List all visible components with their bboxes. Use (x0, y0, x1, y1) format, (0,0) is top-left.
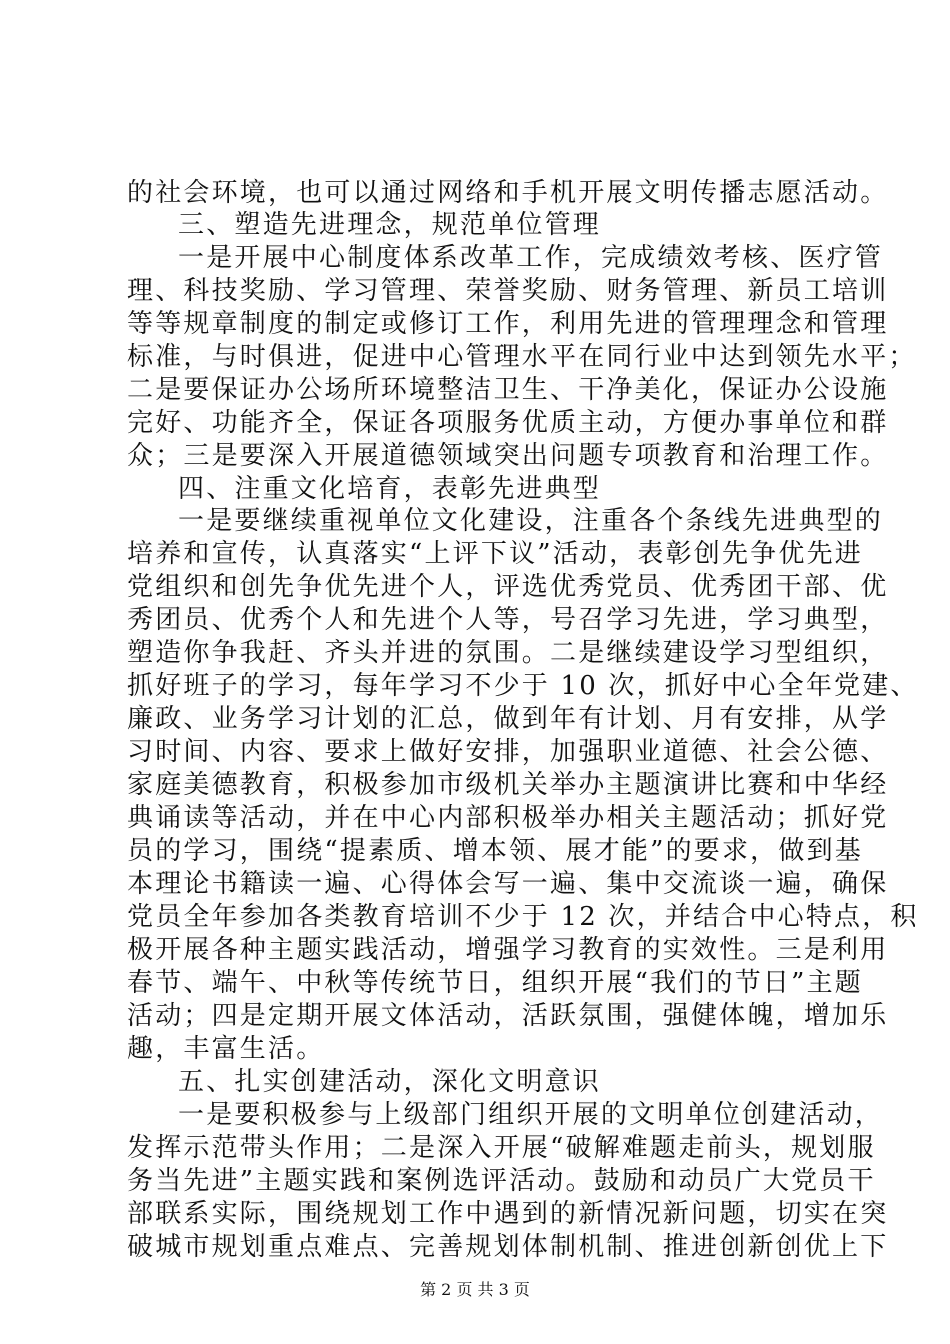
text-line: 廉政、业务学习计划的汇总，做到年有计划、月有安排，从学 (127, 704, 889, 734)
text-line: 一是要继续重视单位文化建设，注重各个条线先进典型的 (178, 506, 884, 536)
text-line: 发挥示范带头作用；二是深入开展“破解难题走前头，规划服 (127, 1133, 876, 1163)
text-line: 党员全年参加各类教育培训不少于 12 次，并结合中心特点，积 (127, 902, 919, 932)
text-line: 习时间、内容、要求上做好安排，加强职业道德、社会公德、 (127, 737, 889, 767)
text-line: 抓好班子的学习，每年学习不少于 10 次，抓好中心全年党建、 (127, 671, 919, 701)
section-heading-4: 四、注重文化培育，表彰先进典型 (178, 474, 602, 504)
text-line: 家庭美德教育，积极参加市级机关举办主题演讲比赛和中华经 (127, 770, 889, 800)
text-line: 理、科技奖励、学习管理、荣誉奖励、财务管理、新员工培训 (127, 276, 889, 306)
text-line: 完好、功能齐全，保证各项服务优质主动，方便办事单位和群 (127, 408, 889, 438)
text-line: 培养和宣传，认真落实“上评下议”活动，表彰创先争优先进 (127, 539, 863, 569)
text-line: 本理论书籍读一遍、心得体会写一遍、集中交流谈一遍，确保 (127, 869, 889, 899)
page-footer: 第 2 页 共 3 页 (420, 1280, 530, 1299)
text-line: 务当先进”主题实践和案例选评活动。鼓励和动员广大党员干 (127, 1166, 876, 1196)
text-line: 典诵读等活动，并在中心内部积极举办相关主题活动；抓好党 (127, 803, 889, 833)
text-line: 党组织和创先争优先进个人，评选优秀党员、优秀团干部、优 (127, 572, 889, 602)
text-line: 等等规章制度的制定或修订工作，利用先进的管理理念和管理 (127, 309, 889, 339)
text-line: 活动；四是定期开展文体活动，活跃氛围，强健体魄，增加乐 (127, 1001, 889, 1031)
section-heading-3: 三、塑造先进理念，规范单位管理 (178, 210, 602, 240)
text-line: 破城市规划重点难点、完善规划体制机制、推进创新创优上下 (127, 1232, 889, 1262)
text-line: 极开展各种主题实践活动，增强学习教育的实效性。三是利用 (127, 935, 889, 965)
text-line: 一是要积极参与上级部门组织开展的文明单位创建活动， (178, 1100, 884, 1130)
text-line: 标准，与时俱进，促进中心管理水平在同行业中达到领先水平； (127, 342, 917, 372)
text-line: 二是要保证办公场所环境整洁卫生、干净美化，保证办公设施 (127, 375, 889, 405)
text-line: 员的学习，围绕“提素质、增本领、展才能”的要求，做到基 (127, 836, 863, 866)
text-line: 的社会环境，也可以通过网络和手机开展文明传播志愿活动。 (127, 178, 889, 208)
text-line: 一是开展中心制度体系改革工作，完成绩效考核、医疗管 (178, 243, 884, 273)
text-line: 众；三是要深入开展道德领域突出问题专项教育和治理工作。 (127, 441, 889, 471)
text-line: 塑造你争我赶、齐头并进的氛围。二是继续建设学习型组织， (127, 638, 889, 668)
text-line: 趣，丰富生活。 (127, 1034, 325, 1064)
text-line: 部联系实际，围绕规划工作中遇到的新情况新问题，切实在突 (127, 1199, 889, 1229)
text-line: 秀团员、优秀个人和先进个人等，号召学习先进，学习典型， (127, 605, 889, 635)
text-line: 春节、端午、中秋等传统节日，组织开展“我们的节日”主题 (127, 968, 863, 998)
section-heading-5: 五、扎实创建活动，深化文明意识 (178, 1067, 602, 1097)
